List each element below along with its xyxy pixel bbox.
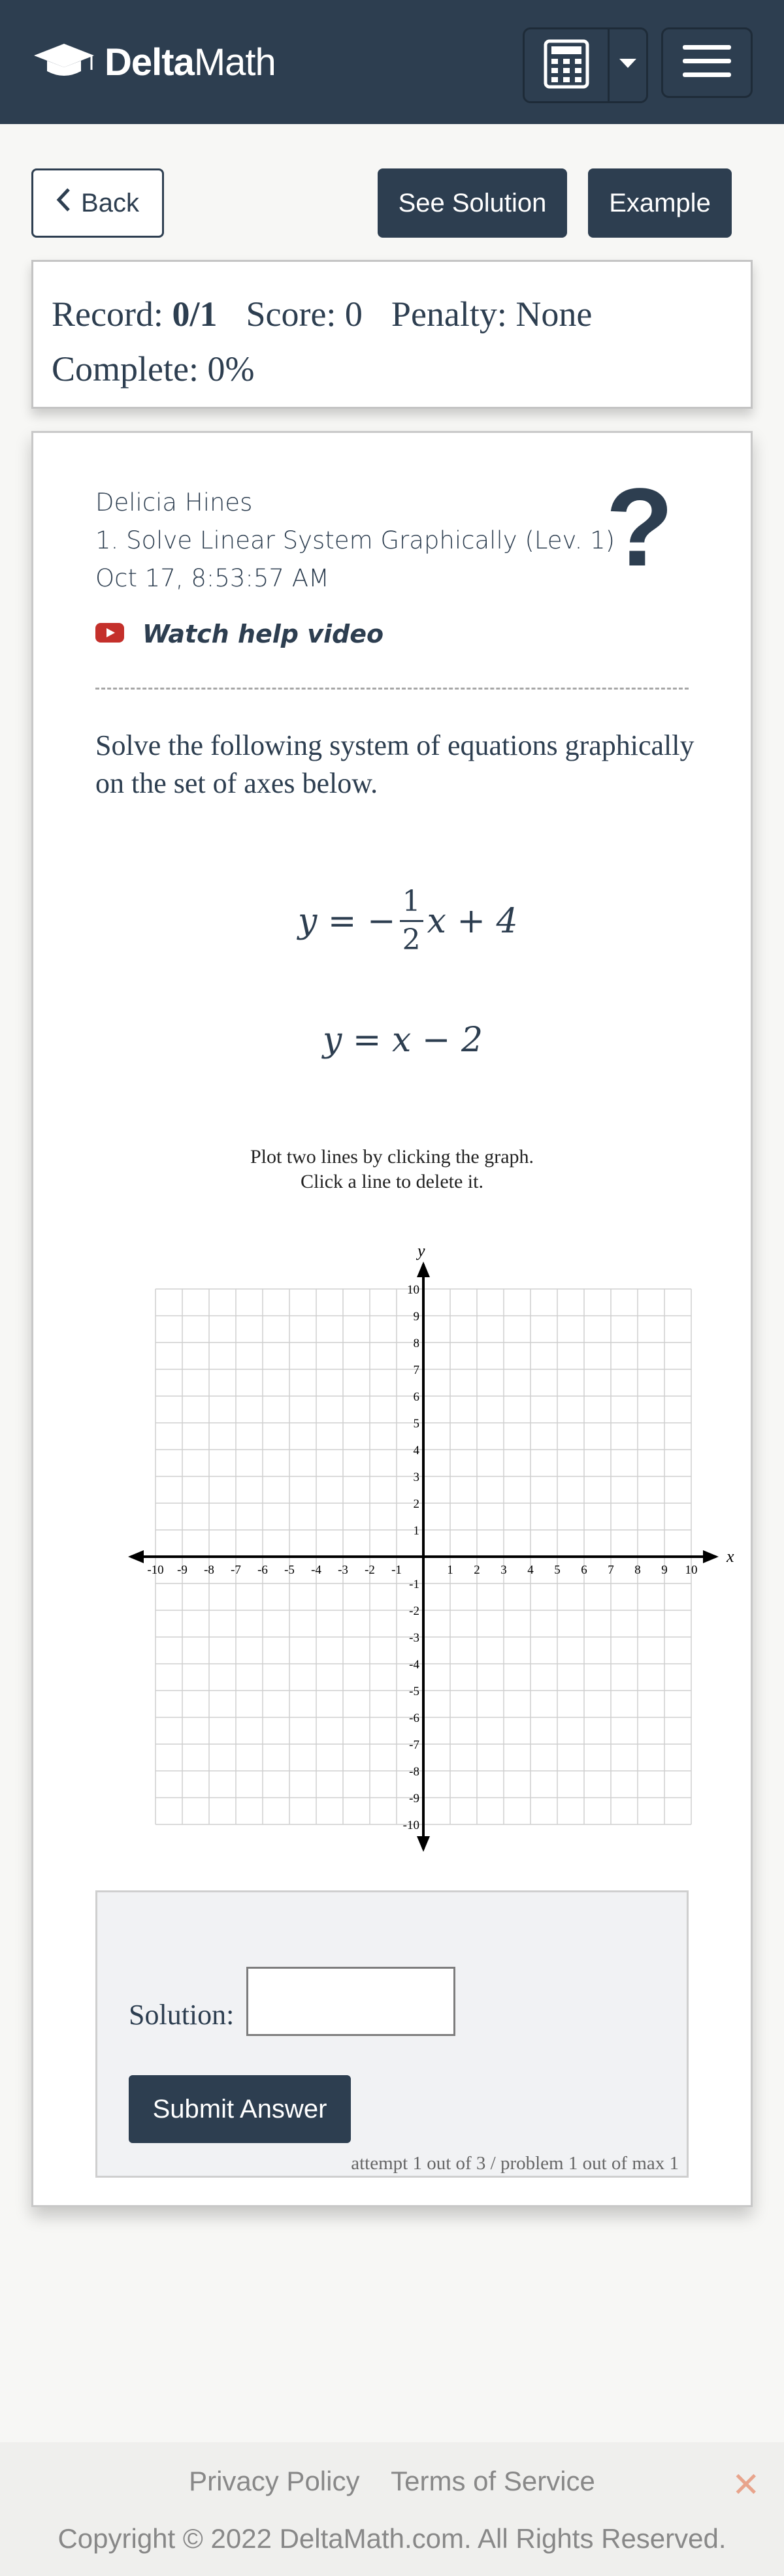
penalty-stat: Penalty: None: [391, 294, 593, 334]
calculator-dropdown-button[interactable]: [610, 29, 646, 101]
y-axis-arrow-down: [417, 1836, 430, 1852]
x-tick-label: 5: [554, 1563, 561, 1577]
fraction-numerator: 1: [400, 883, 423, 922]
x-tick-label: 7: [608, 1563, 614, 1577]
y-axis-arrow-up: [417, 1262, 430, 1277]
y-tick-label: 8: [413, 1337, 419, 1350]
coordinate-plane[interactable]: [92, 1214, 734, 1834]
y-tick-label: -2: [409, 1604, 419, 1618]
submit-answer-button[interactable]: Submit Answer: [129, 2075, 351, 2143]
y-tick-label: 6: [413, 1390, 419, 1404]
calculator-icon: [544, 39, 589, 92]
equation-1-lhs: y = −: [298, 901, 396, 941]
complete-stat: Complete: 0%: [52, 349, 255, 389]
x-tick-label: -8: [204, 1563, 214, 1577]
x-tick-label: -9: [177, 1563, 188, 1577]
x-tick-label: -4: [311, 1563, 321, 1577]
question-mark-icon[interactable]: ?: [606, 466, 674, 590]
graph-container[interactable]: [92, 1214, 734, 1837]
problem-card: [31, 431, 753, 2207]
x-tick-label: 8: [634, 1563, 641, 1577]
y-axis-label: y: [417, 1241, 425, 1260]
x-tick-label: 4: [527, 1563, 534, 1577]
x-tick-label: -2: [365, 1563, 375, 1577]
hamburger-icon: [683, 45, 731, 81]
y-tick-label: -10: [402, 1819, 419, 1832]
problem-prompt: Solve the following system of equations graphically on the set of axes below.: [95, 729, 694, 799]
top-navbar: [0, 0, 784, 124]
x-tick-label: -6: [257, 1563, 268, 1577]
help-video-label: Watch help video: [142, 620, 384, 648]
y-tick-label: -1: [409, 1578, 419, 1591]
graduation-cap-icon: [33, 41, 95, 84]
y-tick-label: -9: [409, 1792, 419, 1805]
y-tick-label: -7: [409, 1738, 419, 1752]
y-tick-label: 3: [413, 1471, 419, 1484]
y-tick-label: 7: [413, 1363, 419, 1377]
privacy-policy-link[interactable]: Privacy Policy: [189, 2466, 360, 2496]
brand-rest: Math: [193, 40, 276, 84]
problem-meta: [95, 484, 615, 597]
x-tick-label: 3: [500, 1563, 507, 1577]
x-tick-label: -5: [284, 1563, 295, 1577]
record-panel: [31, 260, 753, 409]
attempt-counter: attempt 1 out of 3 / problem 1 out of max 1: [351, 2153, 679, 2174]
footer: [0, 2442, 784, 2576]
back-label: Back: [81, 188, 139, 217]
chevron-left-icon: [56, 187, 71, 219]
brand-name: [105, 40, 276, 84]
solution-label: Solution:: [129, 1999, 235, 2031]
x-tick-label: 9: [661, 1563, 668, 1577]
y-tick-label: 5: [413, 1417, 419, 1431]
y-tick-label: 1: [413, 1524, 419, 1538]
x-tick-label: 6: [581, 1563, 587, 1577]
close-icon[interactable]: ✕: [732, 2466, 760, 2505]
see-solution-button[interactable]: See Solution: [378, 168, 567, 238]
x-tick-label: -1: [391, 1563, 402, 1577]
y-tick-label: 4: [413, 1444, 419, 1457]
x-tick-label: 2: [474, 1563, 480, 1577]
score-stat: Score: 0: [246, 294, 363, 334]
record-value: 0/1: [172, 294, 218, 334]
y-tick-label: -8: [409, 1765, 419, 1779]
y-tick-label: 9: [413, 1310, 419, 1324]
x-axis-arrow-left: [128, 1550, 144, 1563]
x-axis-label: x: [727, 1547, 734, 1566]
youtube-icon: [95, 623, 124, 646]
answer-panel: [95, 1890, 689, 2178]
equation-1-rhs: x + 4: [427, 901, 518, 941]
record-label: Record:: [52, 294, 163, 334]
student-name: Delicia Hines: [95, 488, 253, 517]
terms-of-service-link[interactable]: Terms of Service: [391, 2466, 595, 2496]
y-tick-label: 2: [413, 1497, 419, 1511]
x-tick-label: 10: [685, 1563, 698, 1577]
x-tick-label: -7: [231, 1563, 241, 1577]
calculator-button-group: [523, 27, 648, 103]
brand-bold: Delta: [105, 40, 194, 84]
back-button[interactable]: [31, 168, 164, 238]
y-tick-label: 10: [407, 1283, 419, 1297]
deltamath-logo[interactable]: [33, 39, 276, 85]
x-axis-arrow-right: [703, 1550, 719, 1563]
graph-instruction-1: Plot two lines by clicking the graph.: [250, 1146, 534, 1168]
problem-title: 1. Solve Linear System Graphically (Lev. 1): [95, 526, 615, 554]
equation-1: [298, 883, 518, 959]
problem-timestamp: Oct 17, 8:53:57 AM: [95, 564, 329, 592]
x-tick-label: -3: [338, 1563, 348, 1577]
y-tick-label: -5: [409, 1685, 419, 1698]
fraction-denominator: 2: [402, 923, 421, 957]
calculator-button[interactable]: [525, 29, 610, 101]
copyright: Copyright © 2022 DeltaMath.com. All Rights Reserved.: [57, 2523, 727, 2554]
record-stat: [52, 294, 217, 334]
x-tick-label: 1: [447, 1563, 453, 1577]
footer-links: [0, 2466, 784, 2497]
equation-2: y = x − 2: [323, 1021, 483, 1060]
y-tick-label: -3: [409, 1631, 419, 1645]
equation-1-fraction: [400, 883, 423, 959]
watch-help-video-link[interactable]: [95, 620, 384, 648]
graph-instruction-2: Click a line to delete it.: [301, 1171, 483, 1192]
y-tick-label: -4: [409, 1658, 419, 1672]
divider: [95, 688, 689, 690]
example-button[interactable]: Example: [588, 168, 732, 238]
x-tick-label: -10: [147, 1563, 164, 1577]
hamburger-menu-button[interactable]: [661, 27, 753, 98]
y-tick-label: -6: [409, 1711, 419, 1725]
caret-down-icon: [619, 59, 636, 72]
solution-input[interactable]: [246, 1967, 455, 2036]
